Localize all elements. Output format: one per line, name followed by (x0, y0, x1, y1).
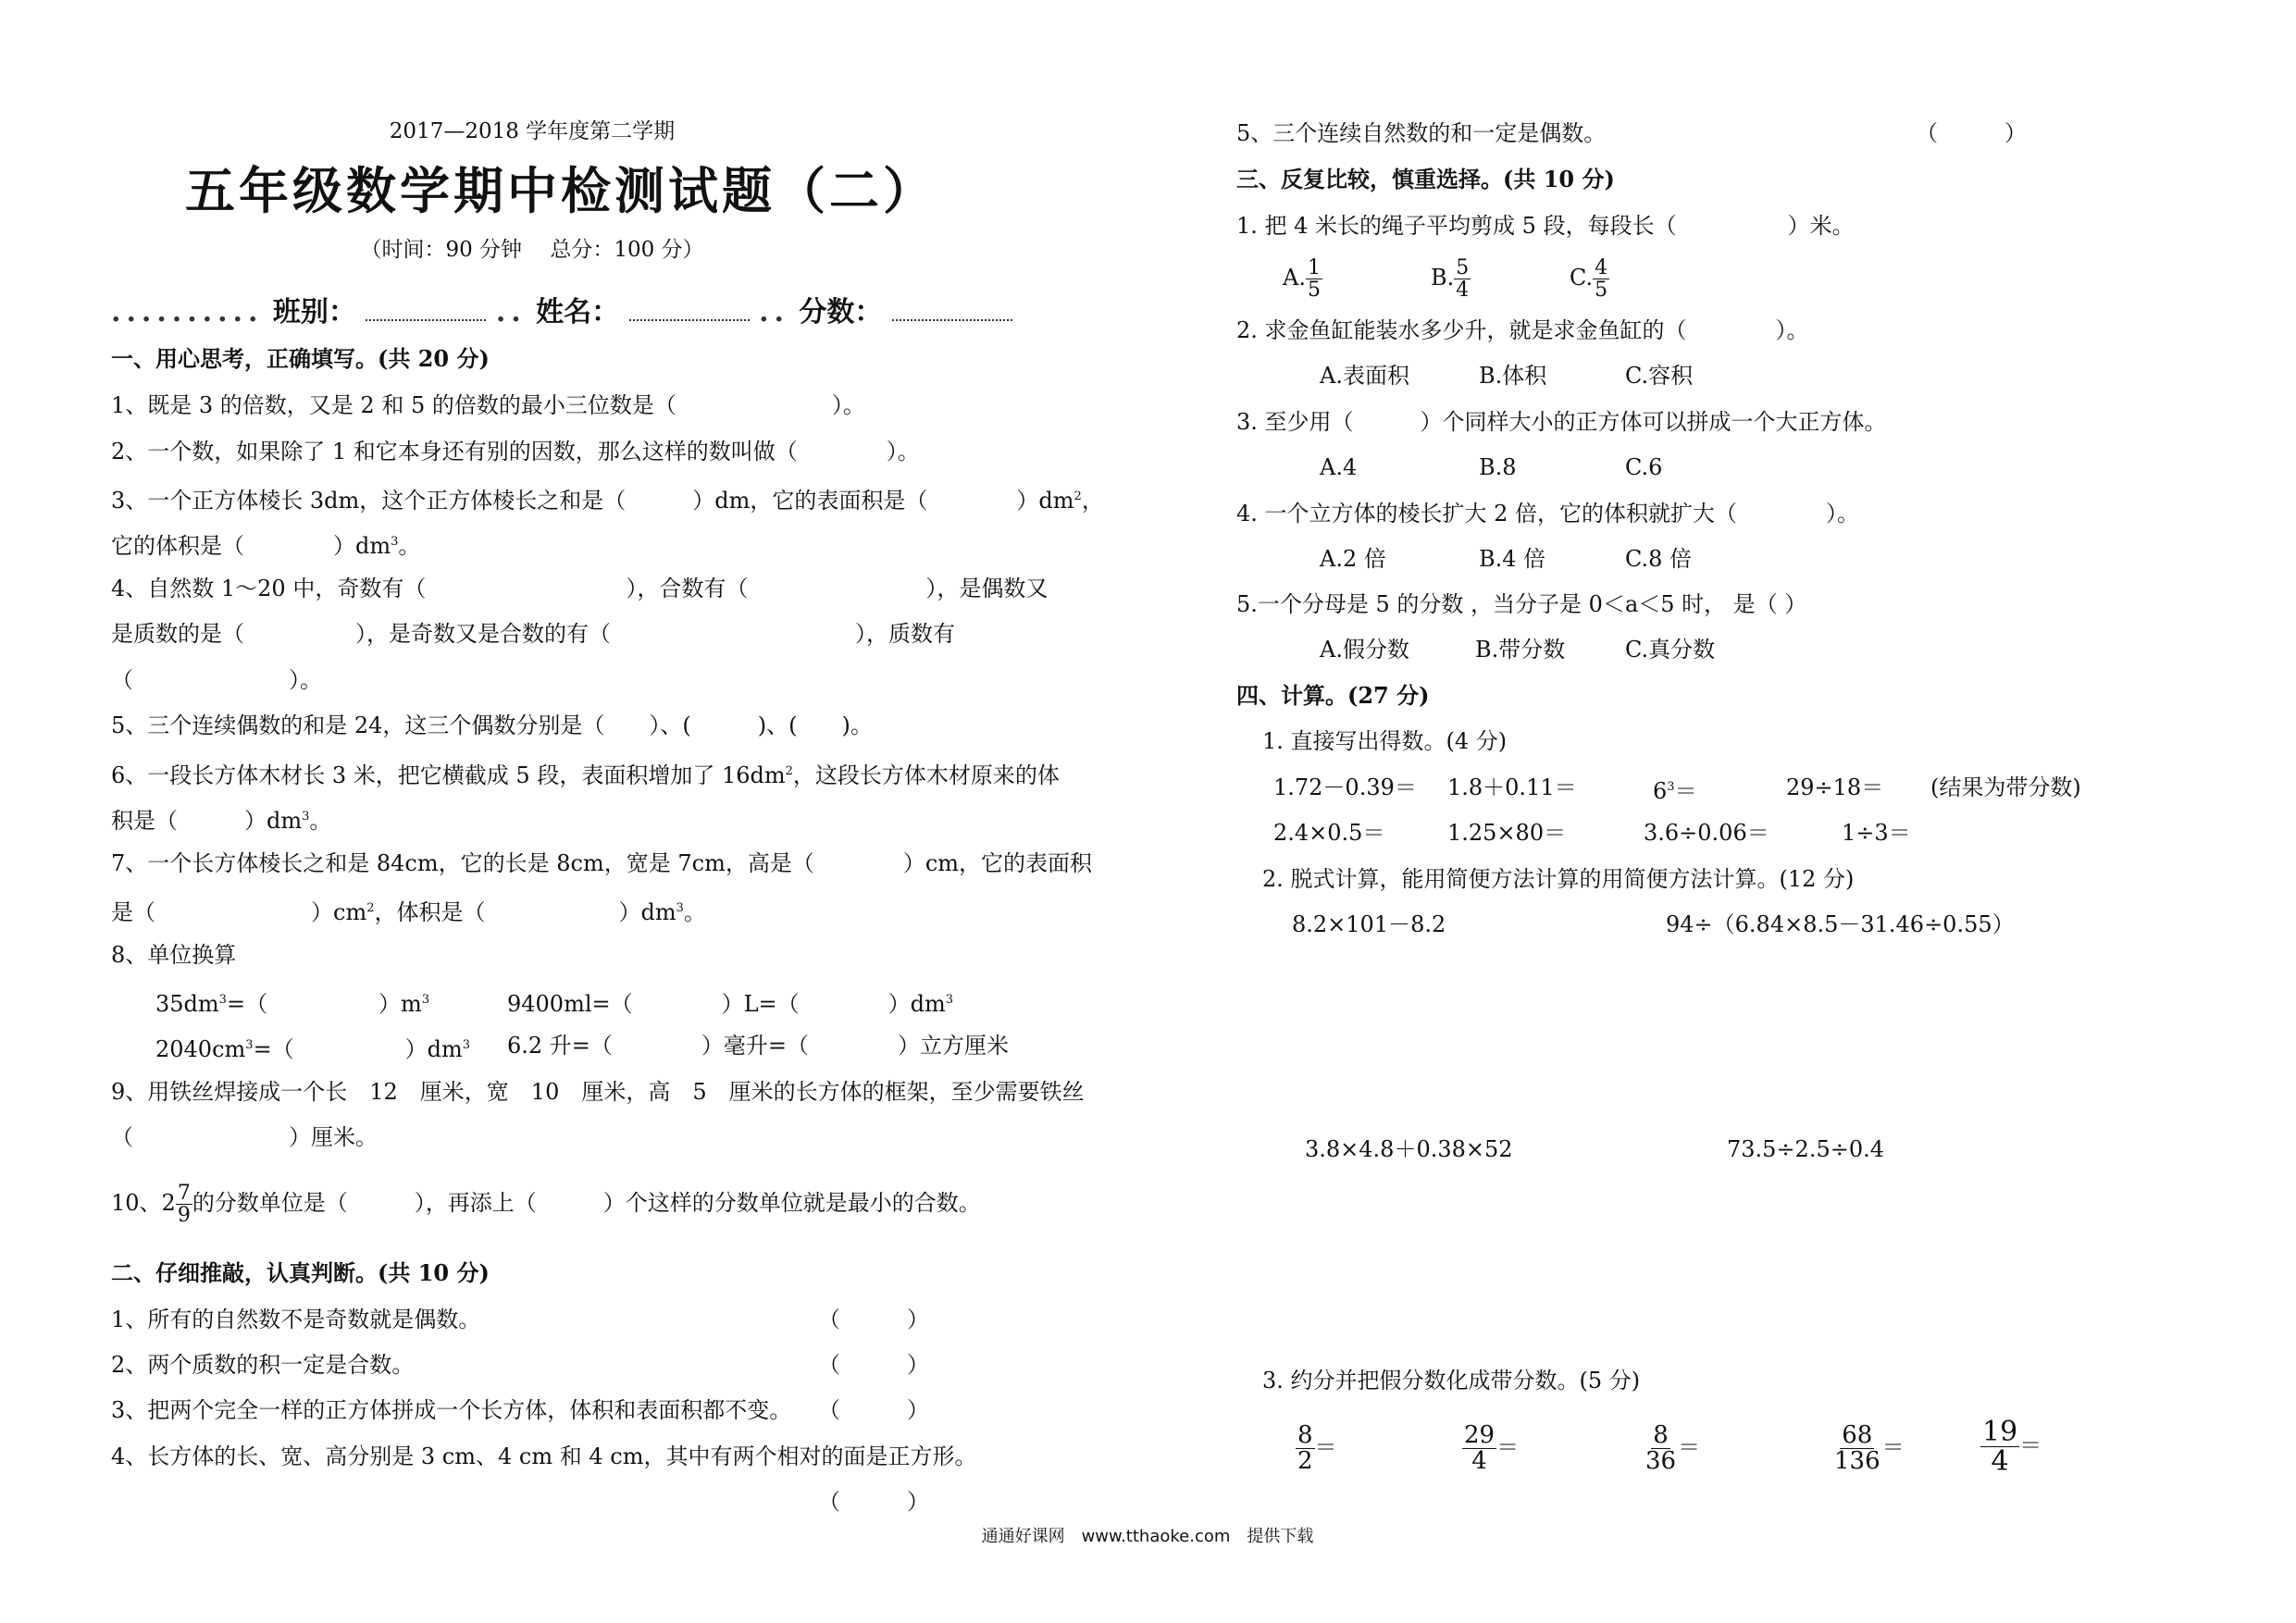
fraction: $\frac{1}{5}$ (1307, 255, 1321, 302)
s1-q6b: 积是（ ）$dm^3$。 (111, 808, 332, 834)
s3-q4-option-b[interactable]: B.4 倍 (1479, 546, 1546, 572)
student-info-row: .......... 班别： .. 姓名： .. 分数： (111, 294, 1012, 331)
s3-q1: 1. 把 4 米长的绳子平均剪成 5 段，每段长（ ）米。 (1236, 213, 1855, 239)
s3-q4: 4. 一个立方体的棱长扩大 2 倍，它的体积就扩大（ ）。 (1236, 501, 1860, 527)
score-field[interactable] (892, 319, 1012, 321)
s1-q3a: 3、一个正方体棱长 3dm，这个正方体棱长之和是（ ）dm，它的表面积是（ ）$dm^2$， (111, 488, 1104, 514)
class-label: 班别： (272, 296, 356, 328)
s4-f4: $\frac{68}{136}$ ＝ (1834, 1420, 1905, 1475)
fraction: $\frac{5}{4}$ (1456, 255, 1470, 302)
s1-q7a: 7、一个长方体棱长之和是 84cm，它的长是 8cm，宽是 7cm，高是（ ）cm，它的表面积 (111, 850, 1093, 876)
s1-q2: 2、一个数，如果除了 1 和它本身还有别的因数，那么这样的数叫做（ ）。 (111, 439, 920, 465)
mixed-fraction: $\frac{7}{9}$ (177, 1181, 191, 1227)
s2-q1-answer[interactable]: （ ） (818, 1307, 929, 1332)
s4-f2: $\frac{29}{4}$ ＝ (1464, 1420, 1520, 1475)
s1-q9a: 9、用铁丝焊接成一个长 12 厘米，宽 10 厘米，高 5 厘米的长方体的框架，至少需要铁丝 (111, 1079, 1085, 1105)
s3-q3: 3. 至少用（ ）个同样大小的正方体可以拼成一个大正方体。 (1236, 409, 1887, 435)
s1-conv1-b: 9400ml=（ ）L=（ ）$dm^3$ (507, 991, 954, 1017)
s4-e5: 2.4×0.5＝ (1273, 820, 1385, 846)
s2-q2: 2、两个质数的积一定是合数。 (111, 1352, 415, 1378)
s4-c1: 8.2×101－8.2 (1292, 911, 1446, 937)
s4-e4: 29÷18＝ (1786, 774, 1884, 800)
s4-f1: $\frac{8}{2}$ ＝ (1297, 1420, 1337, 1475)
s4-c4: 73.5÷2.5÷0.4 (1727, 1136, 1884, 1162)
section-2-heading: 二、仔细推敲，认真判断。(共 10 分) (111, 1259, 490, 1286)
s1-q4c: （ ）。 (111, 667, 322, 693)
s4-part1: 1. 直接写出得数。(4 分) (1262, 728, 1508, 754)
s2-q5-answer[interactable]: （ ） (1916, 120, 2027, 146)
fraction: $\frac{4}{5}$ (1595, 255, 1608, 302)
section-4-heading: 四、计算。(27 分) (1236, 682, 1430, 709)
s4-part3: 3. 约分并把假分数化成带分数。(5 分) (1262, 1368, 1641, 1394)
s3-q2-option-b[interactable]: B.体积 (1479, 363, 1547, 389)
s1-q4a: 4、自然数 1～20 中，奇数有（ ），合数有（ ），是偶数又 (111, 576, 1049, 601)
s3-q2: 2. 求金鱼缸能装水多少升，就是求金鱼缸的（ ）。 (1236, 317, 1809, 343)
score-label: 分数： (799, 296, 883, 328)
s1-q10: 10、2 $\frac{7}{9}$ 的分数单位是（ ），再添上（ ）个这样的分数单位就是最小的合数。 (111, 1181, 981, 1227)
s3-q3-option-c[interactable]: C.6 (1625, 454, 1663, 480)
s3-q5-option-b[interactable]: B.带分数 (1475, 637, 1566, 663)
name-field[interactable] (629, 319, 750, 321)
s4-f5: $\frac{19}{4}$ ＝ (1982, 1415, 2042, 1478)
s4-c3: 3.8×4.8＋0.38×52 (1305, 1136, 1513, 1162)
s1-q4b: 是质数的是（ ），是奇数又是合数的有（ ），质数有 (111, 621, 955, 647)
s2-q4: 4、长方体的长、宽、高分别是 3 cm、4 cm 和 4 cm，其中有两个相对的面是正方形。 (111, 1443, 977, 1469)
s4-part2: 2. 脱式计算，能用简便方法计算的用简便方法计算。(12 分) (1262, 866, 1855, 892)
s3-q5: 5.一个分母是 5 的分数 ，当分子是 0＜a＜5 时， 是（ ） (1236, 591, 1807, 617)
s3-q3-option-a[interactable]: A.4 (1320, 454, 1358, 480)
s1-conv2-b: 6.2 升=（ ）毫升=（ ）立方厘米 (507, 1033, 1010, 1059)
section-3-heading: 三、反复比较，慎重选择。(共 10 分) (1236, 166, 1615, 192)
s3-q5-option-a[interactable]: A.假分数 (1320, 637, 1409, 663)
s2-q3: 3、把两个完全一样的正方体拼成一个长方体，体积和表面积都不变。 (111, 1397, 792, 1423)
s1-q1: 1、既是 3 的倍数，又是 2 和 5 的倍数的最小三位数是（ ）。 (111, 392, 865, 418)
s3-q2-option-a[interactable]: A.表面积 (1320, 363, 1409, 389)
s1-q3b: 它的体积是（ ）$dm^3$。 (111, 533, 421, 559)
s3-q1-option-a[interactable]: A. $\frac{1}{5}$ (1283, 255, 1321, 302)
s3-q4-option-c[interactable]: C.8 倍 (1625, 546, 1693, 572)
s3-q5-option-c[interactable]: C.真分数 (1625, 637, 1716, 663)
s4-e8: 1÷3＝ (1842, 820, 1911, 846)
time-info: （时间：90 分钟 总分：100 分） (360, 238, 704, 262)
s4-f3: $\frac{8}{36}$ ＝ (1645, 1420, 1701, 1475)
s1-q8: 8、单位换算 (111, 942, 237, 968)
s3-q1-option-c[interactable]: C. $\frac{4}{5}$ (1570, 255, 1608, 302)
s2-q5: 5、三个连续自然数的和一定是偶数。 (1236, 120, 1607, 146)
s3-q4-option-a[interactable]: A.2 倍 (1320, 546, 1386, 572)
s4-e7: 3.6÷0.06＝ (1644, 820, 1769, 846)
name-label: 姓名： (536, 296, 620, 328)
s3-q2-option-c[interactable]: C.容积 (1625, 363, 1694, 389)
s3-q1-option-b[interactable]: B. $\frac{5}{4}$ (1431, 255, 1470, 302)
s1-q6a: 6、一段长方体木材长 3 米，把它横截成 5 段，表面积增加了 $16dm^2$，这段长方体木材原来的体 (111, 762, 1060, 788)
page-title: 五年级数学期中检测试题（二） (185, 161, 937, 220)
s2-q3-answer[interactable]: （ ） (818, 1397, 929, 1423)
s1-q7b: 是（ ）$cm^2$，体积是（ ）$dm^3$。 (111, 899, 706, 925)
s1-q9b: （ ）厘米。 (111, 1124, 378, 1150)
section-1-heading: 一、用心思考，正确填写。(共 20 分) (111, 345, 490, 372)
s1-conv2-a: $2040cm^3=$（ ）$dm^3$ (155, 1036, 471, 1062)
s2-q4-answer[interactable]: （ ） (818, 1489, 929, 1515)
footer-source: 通通好课网 www.tthaoke.com 提供下载 (981, 1527, 1314, 1546)
s4-e2: 1.8＋0.11＝ (1447, 774, 1577, 800)
s4-e3: $6^3=$ (1653, 778, 1697, 804)
s2-q1: 1、所有的自然数不是奇数就是偶数。 (111, 1307, 481, 1332)
s4-e1: 1.72－0.39＝ (1273, 774, 1417, 800)
s4-e6: 1.25×80＝ (1447, 820, 1567, 846)
exam-year: 2017—2018 学年度第二学期 (389, 119, 676, 143)
s3-q3-option-b[interactable]: B.8 (1479, 454, 1517, 480)
s1-conv1-a: $35dm^3=$（ ）$m^3$ (155, 991, 430, 1017)
s4-c2: 94÷（6.84×8.5－31.46÷0.55） (1666, 911, 2015, 937)
s1-q5: 5、三个连续偶数的和是 24，这三个偶数分别是（ ）、( )、( )。 (111, 712, 873, 738)
class-field[interactable] (366, 319, 486, 321)
s4-e4-note: (结果为带分数) (1930, 774, 2081, 800)
s2-q2-answer[interactable]: （ ） (818, 1352, 929, 1378)
